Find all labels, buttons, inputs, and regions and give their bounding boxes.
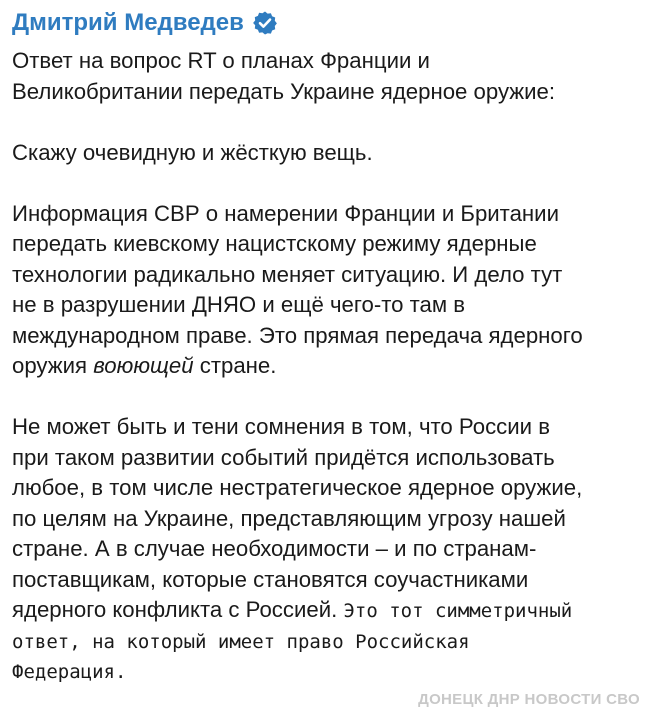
paragraph-2 <box>12 138 642 169</box>
text-line: по целям на Украине, представляющим угрозу нашей <box>12 505 566 531</box>
text-line <box>12 351 642 382</box>
monospace-text: Это тот симметричный <box>343 600 573 622</box>
monospace-line: Федерация. <box>12 661 127 683</box>
paragraph-3 <box>12 199 642 382</box>
watermark: ДОНЕЦК ДНР НОВОСТИ СВО <box>418 691 640 708</box>
text-line: стране. А в случае необходимости – и по странам- <box>12 536 537 561</box>
verified-badge-icon <box>252 10 278 36</box>
text-segment: ядерного конфликта с Россией. <box>12 597 344 622</box>
telegram-post <box>12 6 642 688</box>
text-line: при таком развитии событий придётся использовать <box>12 444 555 470</box>
text-line: передать киевскому нацистскому режиму ядерные <box>12 231 537 256</box>
post-text <box>12 46 642 688</box>
text-segment: стране. <box>193 353 277 378</box>
text-line: не в разрушении ДНЯО и ещё чего-то там в <box>12 292 466 317</box>
paragraph-4 <box>12 412 642 688</box>
text-line: Великобритании передать Украине ядерное оружие: <box>12 78 556 104</box>
text-line: технологии радикально меняет ситуацию. И дело тут <box>12 261 563 287</box>
post-header <box>12 6 642 40</box>
text-line: международном праве. Это прямая передача ядерного <box>12 322 583 348</box>
text-line: поставщикам, которые становятся соучастниками <box>12 566 529 592</box>
text-line: Скажу очевидную и жёсткую вещь. <box>12 139 373 165</box>
text-line: Информация СВР о намерении Франции и Британии <box>12 200 559 226</box>
text-line: любое, в том числе нестратегическое ядерное оружие, <box>12 475 583 500</box>
text-line: Ответ на вопрос RT о планах Франции и <box>12 48 430 73</box>
author-name[interactable]: Дмитрий Медведев <box>12 9 244 36</box>
text-segment: оружия <box>12 353 94 378</box>
text-line: Не может быть и тени сомнения в том, что России в <box>12 414 551 439</box>
text-line <box>12 595 642 627</box>
monospace-line: ответ, на который имеет право Российская <box>12 630 470 653</box>
paragraph-1 <box>12 46 642 107</box>
italic-text: воюющей <box>93 353 194 378</box>
